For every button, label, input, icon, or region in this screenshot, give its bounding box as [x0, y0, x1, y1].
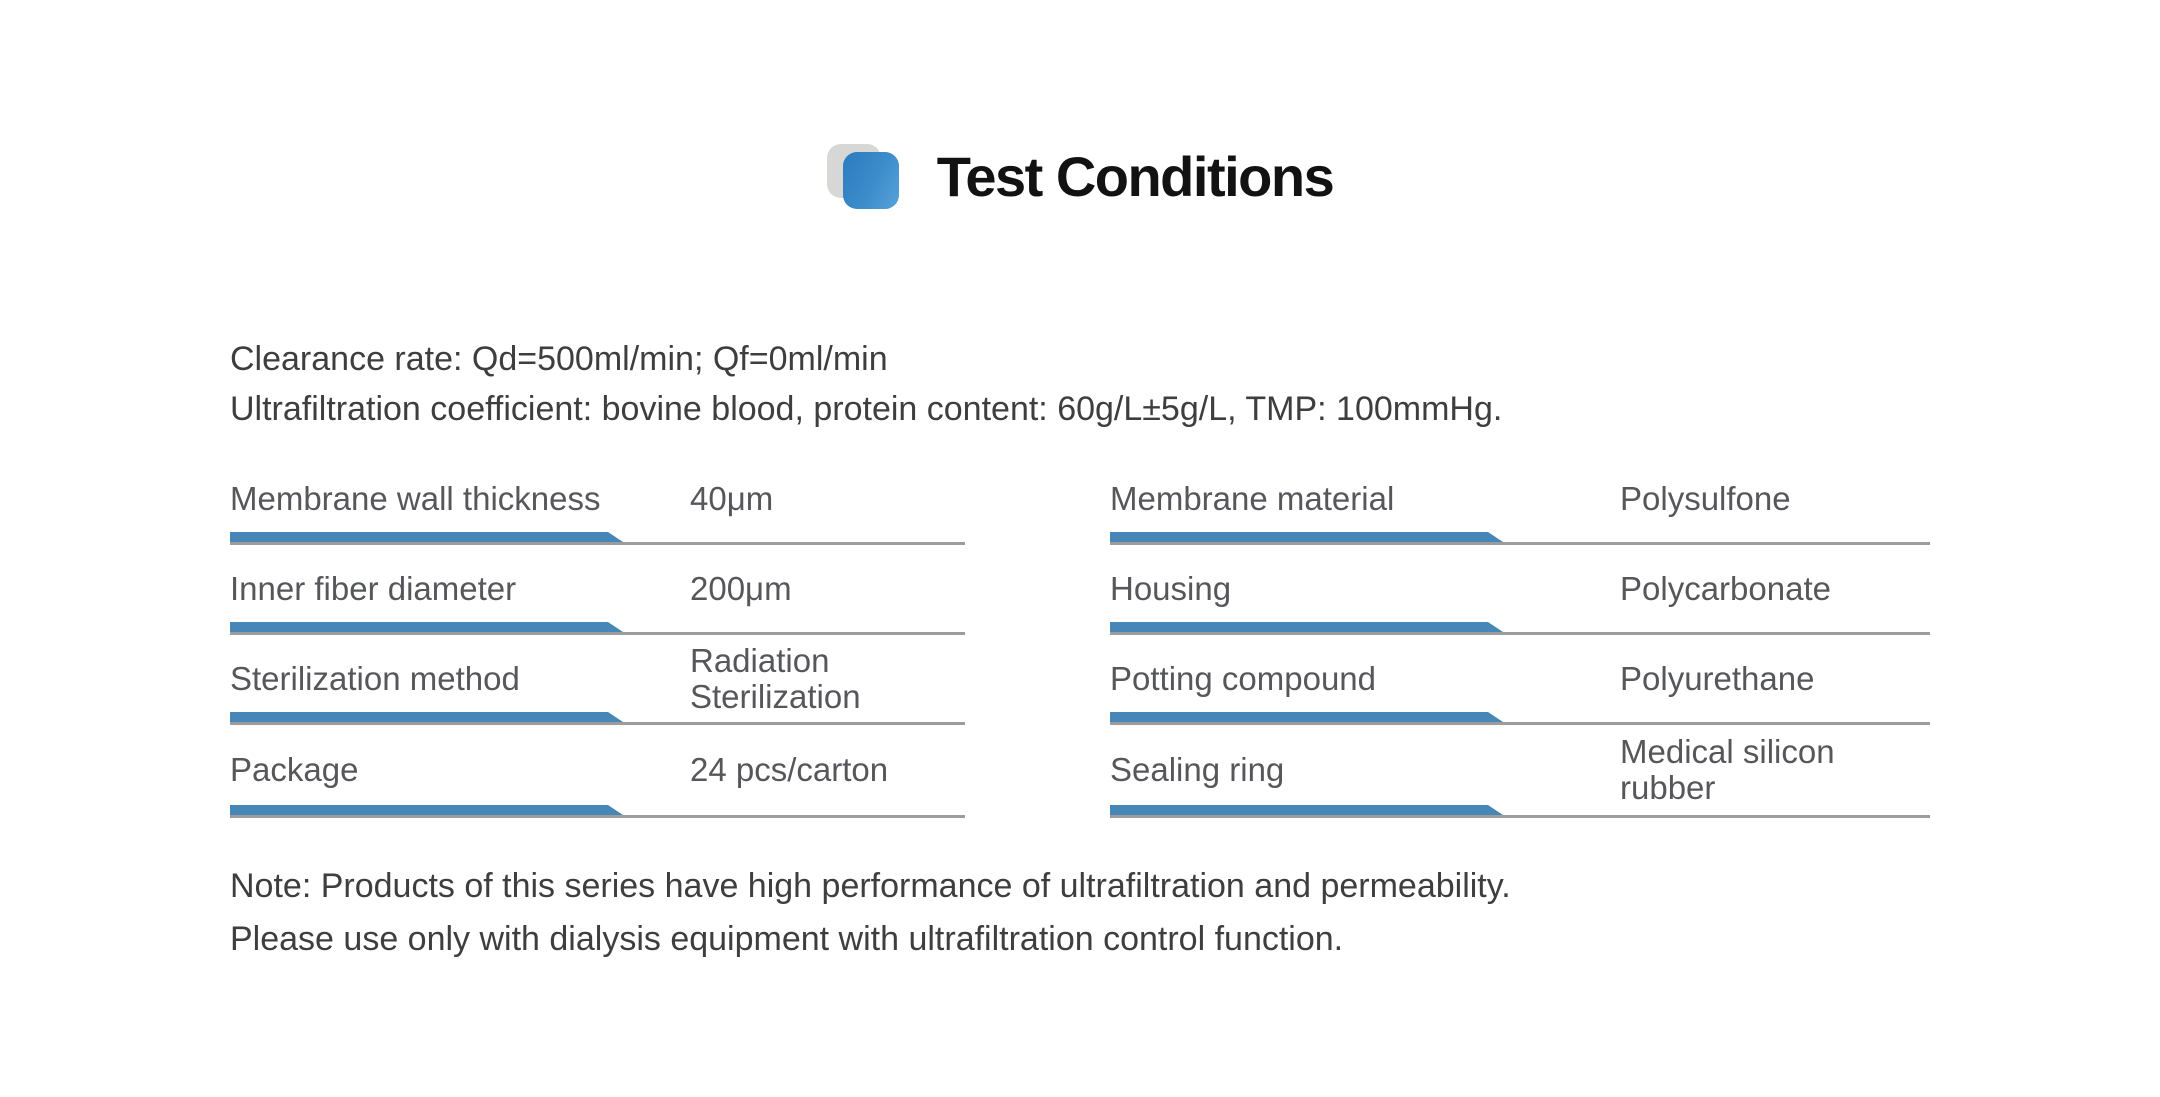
spec-label: Sealing ring: [1110, 751, 1285, 788]
test-conditions-intro: [230, 334, 1502, 434]
row-accent-bar: [230, 712, 623, 722]
spec-label: Membrane wall thickness: [230, 479, 601, 517]
spec-label: Sterilization method: [230, 659, 520, 697]
note-block: [230, 860, 1511, 966]
table-row: [1110, 455, 1930, 545]
clearance-rate-line: Clearance rate: Qd=500ml/min; Qf=0ml/min: [230, 340, 888, 378]
table-row: [1110, 545, 1930, 635]
spec-value: Medical silicon rubber: [1620, 733, 1835, 806]
rounded-square-front-icon: [843, 152, 899, 209]
spec-value: 24 pcs/carton: [690, 751, 889, 789]
table-row: [1110, 725, 1930, 818]
row-accent-bar: [1110, 805, 1503, 815]
section-header: [0, 141, 2160, 213]
table-row: [230, 725, 965, 818]
spec-value: 40μm: [690, 479, 774, 517]
ultrafiltration-coefficient-line: Ultrafiltration coefficient: bovine blood, protein content: 60g/L±5g/L, TMP: 100mmHg.: [230, 390, 1503, 428]
table-row: [230, 455, 965, 545]
spec-label: Package: [230, 751, 359, 788]
row-accent-bar: [1110, 622, 1503, 632]
page-title: Test Conditions: [936, 145, 1334, 208]
table-row: [230, 545, 965, 635]
spec-value: Radiation Sterilization: [690, 641, 861, 715]
spec-table-left-column: [230, 455, 965, 818]
note-line-1: Note: Products of this series have high performance of ultrafiltration and permeability.: [230, 867, 1511, 905]
spec-label: Membrane material: [1110, 479, 1395, 517]
spec-value: Polyurethane: [1620, 659, 1815, 697]
section-title-icon: [827, 144, 901, 210]
row-accent-bar: [230, 622, 623, 632]
spec-label: Housing: [1110, 569, 1232, 607]
spec-label: Potting compound: [1110, 659, 1377, 697]
table-row: [230, 635, 965, 725]
row-accent-bar: [1110, 532, 1503, 542]
row-accent-bar: [230, 532, 623, 542]
spec-label: Inner fiber diameter: [230, 569, 517, 607]
spec-value: Polycarbonate: [1620, 569, 1831, 607]
spec-value: Polysulfone: [1620, 479, 1791, 517]
spec-value: 200μm: [690, 569, 792, 607]
table-row: [1110, 635, 1930, 725]
row-accent-bar: [1110, 712, 1503, 722]
spec-table: [230, 455, 1930, 818]
row-accent-bar: [230, 805, 623, 815]
note-line-2: Please use only with dialysis equipment with ultrafiltration control function.: [230, 920, 1344, 958]
spec-table-right-column: [1110, 455, 1930, 818]
